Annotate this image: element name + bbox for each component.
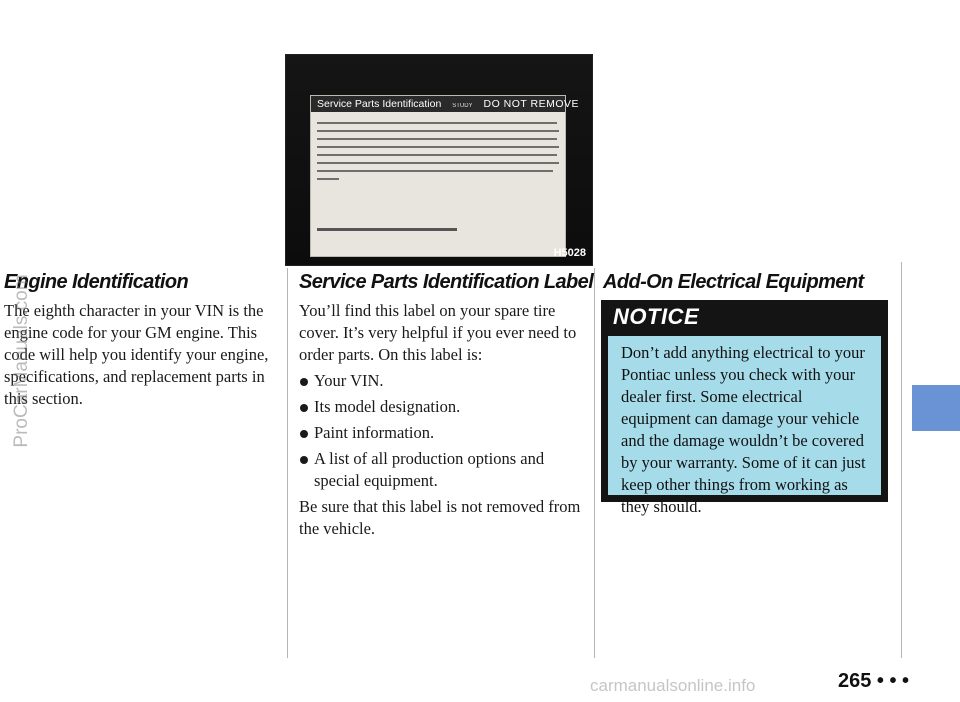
service-parts-intro: You’ll find this label on your spare tire cover. It’s very helpful if you ever need to order parts. On this label is: — [299, 301, 577, 364]
label-code-line — [317, 170, 553, 172]
service-parts-heading: Service Parts Identification Label — [299, 271, 594, 293]
section-thumb-tab — [912, 385, 960, 431]
label-code-line — [317, 228, 457, 231]
addon-electrical-section — [603, 271, 898, 294]
label-header-sub: STUDY — [452, 103, 473, 109]
column-divider — [594, 268, 595, 658]
label-photo — [285, 54, 593, 266]
list-item: A list of all production options and special equipment. — [299, 448, 584, 492]
label-code-line — [317, 146, 559, 148]
list-item: Your VIN. — [299, 370, 584, 392]
engine-identification-heading: Engine Identification — [4, 271, 189, 293]
notice-text: Don’t add anything electrical to your Pontiac unless you check with your dealer first. Some electrical equipment can damage your vehicle and the damage wouldn’t be covered by your warranty. Some of it can just keep other things from working as they should. — [621, 343, 866, 516]
notice-body — [608, 336, 881, 516]
watermark-vertical: ProCarManuals.com — [11, 274, 32, 448]
column-divider — [287, 268, 288, 658]
watermark-bottom: carmanualsonline.info — [590, 676, 756, 695]
addon-electrical-heading: Add-On Electrical Equipment — [603, 271, 864, 293]
label-header-bar — [311, 96, 580, 112]
service-parts-list — [299, 370, 584, 492]
label-code-line — [317, 138, 557, 140]
service-parts-section — [299, 271, 594, 540]
label-code-line — [317, 130, 559, 132]
label-code-line — [317, 178, 339, 180]
engine-identification-section — [4, 271, 276, 410]
notice-title: NOTICE — [613, 304, 700, 329]
label-header-title: Service Parts Identification — [317, 98, 442, 110]
label-header-warning: DO NOT REMOVE — [483, 98, 580, 110]
column-divider — [901, 262, 902, 658]
page-number: 265 • • • — [838, 670, 910, 692]
engine-identification-text: The eighth character in your VIN is the engine code for your GM engine. This code will help you identify your engine, specifications, and replacement parts in this section. — [4, 301, 269, 408]
service-parts-closing: Be sure that this label is not removed from the vehicle. — [299, 497, 581, 538]
figure-id: H5028 — [553, 247, 586, 259]
list-item: Paint information. — [299, 422, 584, 444]
list-item: Its model designation. — [299, 396, 584, 418]
label-code-line — [317, 154, 557, 156]
label-code-line — [317, 122, 557, 124]
label-code-line — [317, 162, 559, 164]
notice-box — [601, 300, 888, 516]
